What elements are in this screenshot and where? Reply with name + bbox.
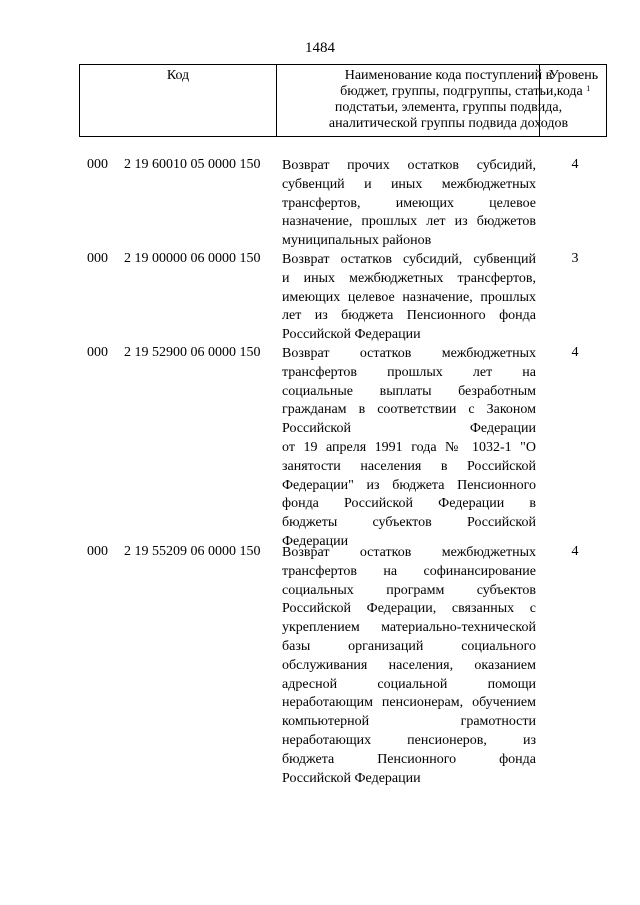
row-name-line: Возврат остатков субсидий, субвенций bbox=[282, 252, 536, 267]
row-name bbox=[282, 251, 536, 345]
row-admin-code: 000 bbox=[87, 251, 108, 266]
header-name-line: Наименование кода поступлений в bbox=[344, 68, 553, 83]
row-name-line: адресной социальной помощи bbox=[282, 676, 536, 692]
row-budget-code: 2 19 00000 06 0000 150 bbox=[124, 251, 261, 266]
row-name-line: бюджета Пенсионного фонда bbox=[282, 751, 536, 767]
row-name-line: лет из бюджета Пенсионного фонда bbox=[282, 308, 536, 324]
row-level: 4 bbox=[571, 157, 579, 172]
row-name-line: Федерации" из бюджета Пенсионного bbox=[282, 477, 536, 493]
header-code-cell bbox=[80, 65, 276, 136]
row-admin-code: 000 bbox=[87, 544, 108, 559]
row-name-line: Российской Федерации, связанных с bbox=[282, 601, 536, 617]
table-header bbox=[79, 64, 607, 137]
row-name-line: от 19 апреля 1991 года № 1032-1 "О bbox=[282, 439, 536, 455]
row-name-line: субвенций и иных межбюджетных bbox=[282, 176, 536, 192]
footnote-marker: 1 bbox=[586, 84, 591, 93]
row-level: 3 bbox=[571, 251, 579, 266]
row-name-line: трансфертов на софинансирование bbox=[282, 563, 536, 579]
row-name-line: муниципальных районов bbox=[282, 233, 432, 249]
row-level: 4 bbox=[571, 544, 579, 559]
row-name-line: компьютерной грамотности bbox=[282, 714, 536, 730]
header-name-line: аналитической группы подвида доходов bbox=[328, 116, 569, 131]
row-name-line: имеющих целевое назначение, прошлых bbox=[282, 289, 536, 305]
row-name-line: и иных межбюджетных трансфертов, bbox=[282, 270, 536, 286]
row-budget-code: 2 19 52900 06 0000 150 bbox=[124, 345, 261, 360]
row-name-line: трансфертов прошлых лет на bbox=[282, 364, 536, 380]
header-code-label: Код bbox=[166, 68, 190, 83]
row-name-line: укреплением материально-технической bbox=[282, 620, 536, 636]
row-name-line: фонда Российской Федерации в bbox=[282, 496, 536, 512]
row-name-line: обслуживания населения, оказанием bbox=[282, 657, 536, 673]
row-name-line: Российской Федерации bbox=[282, 327, 421, 343]
row-name-line: социальные выплаты безработным bbox=[282, 383, 536, 399]
row-name-line: неработающих пенсионеров, из bbox=[282, 732, 536, 748]
row-budget-code: 2 19 60010 05 0000 150 bbox=[124, 157, 261, 172]
row-name-line: неработающим пенсионерам, обучением bbox=[282, 695, 536, 711]
row-name bbox=[282, 345, 536, 552]
row-budget-code: 2 19 55209 06 0000 150 bbox=[124, 544, 261, 559]
row-name-line: гражданам в соответствии с Законом bbox=[282, 402, 536, 418]
row-name-line: Возврат остатков межбюджетных bbox=[282, 346, 536, 361]
row-name bbox=[282, 544, 536, 788]
row-name-line: Российской Федерации bbox=[282, 770, 421, 786]
header-level-cell bbox=[539, 65, 607, 136]
row-name-line: Возврат остатков межбюджетных bbox=[282, 545, 536, 560]
row-name-line: социальных программ субъектов bbox=[282, 582, 536, 598]
row-name-line: Федерации bbox=[282, 533, 349, 549]
row-name-line: назначение, прошлых лет из бюджетов bbox=[282, 214, 536, 230]
header-level-line1: Уровень bbox=[548, 68, 599, 83]
row-name-line: занятости населения в Российской bbox=[282, 458, 536, 474]
row-name-line: трансфертов, имеющих целевое bbox=[282, 195, 536, 211]
row-admin-code: 000 bbox=[87, 157, 108, 172]
header-name-line: подстатьи, элемента, группы подвида, bbox=[334, 100, 563, 115]
header-name-line: бюджет, группы, подгруппы, статьи, bbox=[340, 84, 557, 99]
row-name-line: Российской Федерации bbox=[282, 421, 536, 437]
row-name-line: бюджеты субъектов Российской bbox=[282, 515, 536, 531]
row-name-line: базы организаций социального bbox=[282, 638, 536, 654]
page-number: 1484 bbox=[305, 40, 335, 56]
row-name-line: Возврат прочих остатков субсидий, bbox=[282, 158, 536, 173]
row-admin-code: 000 bbox=[87, 345, 108, 360]
row-name bbox=[282, 157, 536, 251]
row-level: 4 bbox=[571, 345, 579, 360]
header-level-line2: кода $^1$ bbox=[556, 84, 591, 99]
